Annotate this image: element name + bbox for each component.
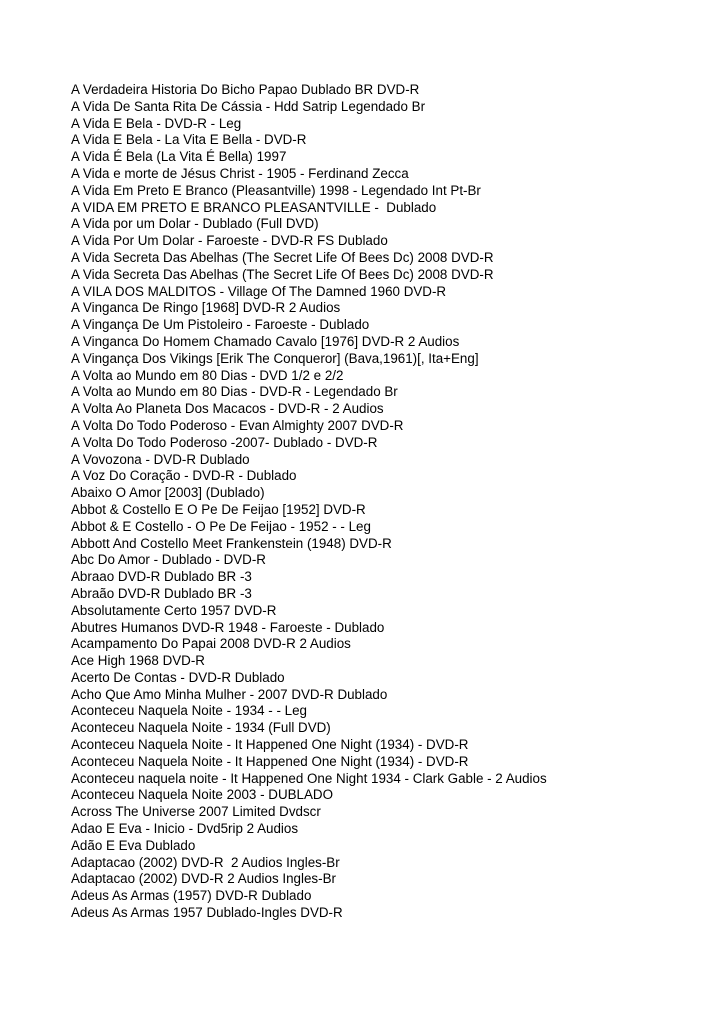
movie-title-line: Abbot & E Costello - O Pe De Feijao - 1952 - - Leg	[71, 518, 371, 534]
movie-title-line: Absolutamente Certo 1957 DVD-R	[71, 602, 277, 618]
movie-title-list	[71, 82, 547, 922]
movie-title-line: A Vovozona - DVD-R Dublado	[71, 451, 250, 467]
movie-title-line: A Voz Do Coração - DVD-R - Dublado	[71, 468, 297, 484]
movie-title-line: Adeus As Armas (1957) DVD-R Dublado	[71, 888, 312, 904]
movie-title-line: A Vinganca Do Homem Chamado Cavalo [1976] DVD-R 2 Audios	[71, 333, 460, 349]
movie-title-line: Across The Universe 2007 Limited Dvdscr	[71, 804, 321, 820]
movie-title-line: Adeus As Armas 1957 Dublado-Ingles DVD-R	[71, 905, 343, 921]
movie-title-line: A Vida Secreta Das Abelhas (The Secret Life Of Bees Dc) 2008 DVD-R	[71, 249, 494, 265]
movie-title-line: Acho Que Amo Minha Mulher - 2007 DVD-R Dublado	[71, 686, 388, 702]
movie-title-line: A Volta Do Todo Poderoso - Evan Almighty 2007 DVD-R	[71, 417, 404, 433]
movie-title-line: Ace High 1968 DVD-R	[71, 653, 205, 669]
movie-title-line: A Vida Em Preto E Branco (Pleasantville) 1998 - Legendado Int Pt-Br	[71, 182, 481, 198]
movie-title-line: A Vida por um Dolar - Dublado (Full DVD)	[71, 216, 319, 232]
movie-title-line: Adaptacao (2002) DVD-R 2 Audios Ingles-Br	[71, 871, 336, 887]
movie-title-line: A Vida Por Um Dolar - Faroeste - DVD-R FS Dublado	[71, 233, 388, 249]
movie-title-line: A Vida Secreta Das Abelhas (The Secret Life Of Bees Dc) 2008 DVD-R	[71, 266, 494, 282]
movie-title-line: A Vida De Santa Rita De Cássia - Hdd Satrip Legendado Br	[71, 98, 426, 114]
movie-title-line: Abbot & Costello E O Pe De Feijao [1952] DVD-R	[71, 501, 366, 517]
movie-title-line: Acerto De Contas - DVD-R Dublado	[71, 669, 285, 685]
movie-title-line: Abraao DVD-R Dublado BR -3	[71, 569, 252, 585]
movie-title-line: A Volta Ao Planeta Dos Macacos - DVD-R - 2 Audios	[71, 401, 384, 417]
movie-title-line: A Vinganca De Ringo [1968] DVD-R 2 Audios	[71, 300, 341, 316]
movie-title-line: Aconteceu naquela noite - It Happened One Night 1934 - Clark Gable - 2 Audios	[71, 770, 547, 786]
movie-title-line: Aconteceu Naquela Noite 2003 - DUBLADO	[71, 787, 334, 803]
movie-title-line: Adao E Eva - Inicio - Dvd5rip 2 Audios	[71, 821, 299, 837]
movie-title-line: A Vida E Bela - DVD-R - Leg	[71, 115, 242, 131]
movie-title-line: Abaixo O Amor [2003] (Dublado)	[71, 485, 265, 501]
movie-title-line: Aconteceu Naquela Noite - It Happened One Night (1934) - DVD-R	[71, 737, 469, 753]
movie-title-line: A VIDA EM PRETO E BRANCO PLEASANTVILLE - Dublado	[71, 199, 437, 215]
movie-title-line: Abutres Humanos DVD-R 1948 - Faroeste - Dublado	[71, 619, 385, 635]
movie-title-line: Aconteceu Naquela Noite - It Happened One Night (1934) - DVD-R	[71, 753, 469, 769]
movie-title-line: A Verdadeira Historia Do Bicho Papao Dublado BR DVD-R	[71, 82, 420, 97]
movie-title-line: A VILA DOS MALDITOS - Village Of The Damned 1960 DVD-R	[71, 283, 447, 299]
movie-title-line: A Vingança Dos Vikings [Erik The Conqueror] (Bava,1961)[, Ita+Eng]	[71, 350, 479, 366]
movie-title-line: Abraão DVD-R Dublado BR -3	[71, 585, 252, 601]
movie-title-line: Abc Do Amor - Dublado - DVD-R	[71, 552, 266, 568]
movie-title-line: A Volta Do Todo Poderoso -2007- Dublado - DVD-R	[71, 434, 378, 450]
movie-title-line: A Vida É Bela (La Vita É Bella) 1997	[71, 149, 287, 165]
movie-title-line: Acampamento Do Papai 2008 DVD-R 2 Audios	[71, 636, 351, 652]
movie-title-line: A Volta ao Mundo em 80 Dias - DVD 1/2 e 2/2	[71, 367, 344, 383]
movie-title-line: A Vida e morte de Jésus Christ - 1905 - Ferdinand Zecca	[71, 165, 409, 181]
movie-title-line: Adão E Eva Dublado	[71, 837, 196, 853]
movie-title-line: Aconteceu Naquela Noite - 1934 - - Leg	[71, 703, 307, 719]
movie-title-line: Adaptacao (2002) DVD-R 2 Audios Ingles-Br	[71, 854, 340, 870]
movie-title-line: A Vingança De Um Pistoleiro - Faroeste - Dublado	[71, 317, 370, 333]
movie-title-line: Aconteceu Naquela Noite - 1934 (Full DVD)	[71, 720, 331, 736]
movie-title-line: Abbott And Costello Meet Frankenstein (1948) DVD-R	[71, 535, 392, 551]
movie-title-line: A Vida E Bela - La Vita E Bella - DVD-R	[71, 132, 307, 148]
movie-title-line: A Volta ao Mundo em 80 Dias - DVD-R - Legendado Br	[71, 384, 398, 400]
